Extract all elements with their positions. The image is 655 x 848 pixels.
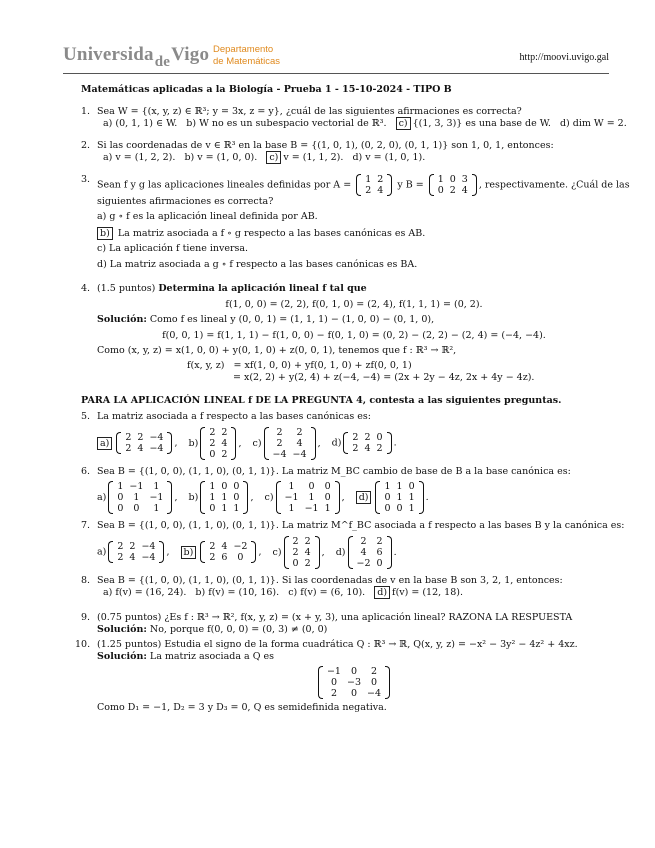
matrix-entry: 0: [324, 481, 331, 492]
matrix-entry: −4: [272, 448, 287, 460]
question-8: 8. Sea B = {(1, 0, 0), (1, 1, 0), (0, 1, 1)}. Si las coordenadas de v en la base B son 3, 2, 1, entonces: a) f(v) = (16, 24). b) f(v) = (10, 16). c) f(v) = (6, 10). d) f(v) = (12, 18).: [81, 575, 611, 600]
matrix-entry: 2: [137, 432, 144, 443]
matrix-entry: 0: [330, 676, 337, 688]
section-heading: PARA LA APLICACIÓN LINEAL f DE LA PREGUNTA 4, contesta a las siguientes preguntas.: [81, 394, 562, 406]
matrix-entry: −2: [233, 541, 248, 552]
exam-title: Matemáticas aplicadas a la Biología - Prueba 1 - 15-10-2024 - TIPO B: [81, 84, 452, 95]
matrix-entry: 1: [408, 503, 415, 514]
q2-answer-box: c): [266, 151, 281, 164]
matrix-table: [354, 536, 386, 569]
matrix-entry: 1: [221, 503, 228, 514]
question-6: 6. Sea B = {(1, 0, 0), (1, 1, 0), (0, 1, 1)}. La matriz M_BC cambio de base de B a la base canónica es: a) 1 −1 1 0 1 −1 0 0 1 , b) 1 0 0 1 1 0 0 1 1 , c) 1 0 0 −1 1 0 1 −1 1 , d) 1 1 0 0 1 1 0 0 1 .: [81, 466, 611, 515]
matrix-entry: −4: [292, 448, 307, 460]
q1-options: a) (0, 1, 1) ∈ W. b) W no es un subespacio vectorial de ℝ³. c) {(1, 3, 3)} es una base de W. d) dim W = 2.: [103, 118, 627, 129]
matrix-entry: 4: [221, 437, 228, 449]
matrix-entry: 1: [153, 481, 160, 492]
matrix-entry: 2: [209, 426, 216, 438]
matrix-table: [282, 481, 334, 514]
matrix-entry: −1: [326, 665, 341, 677]
department-name: Departamento de Matemáticas: [213, 44, 281, 67]
matrix-entry: 4: [461, 184, 468, 196]
matrix-entry: 4: [296, 437, 303, 449]
matrix-entry: 6: [221, 552, 228, 563]
matrix-entry: 4: [221, 541, 228, 552]
matrix-entry: 2: [376, 443, 383, 454]
matrix-entry: 4: [360, 546, 367, 558]
matrix-entry: 1: [396, 492, 403, 503]
q2-options: a) v = (1, 2, 2). b) v = (1, 0, 0). c) v = (1, 1, 2). d) v = (1, 0, 1).: [103, 152, 426, 163]
matrix-entry: 0: [384, 503, 391, 514]
matrix-table: [290, 536, 314, 569]
matrix-entry: 2: [360, 535, 367, 547]
matrix-entry: 2: [221, 426, 228, 438]
matrix-entry: 2: [352, 443, 359, 454]
matrix-entry: 1: [384, 481, 391, 492]
matrix-entry: 2: [209, 437, 216, 449]
matrix-entry: 4: [304, 546, 311, 558]
matrix-table: [114, 481, 166, 514]
matrix-table: [206, 541, 250, 563]
matrix-entry: 2: [364, 432, 371, 443]
q3-option-a: a) g ∘ f es la aplicación lineal definida por AB.: [97, 211, 318, 222]
matrix-table: [435, 174, 471, 196]
matrix-entry: −1: [149, 492, 164, 503]
matrix-entry: 0: [209, 503, 216, 514]
question-7: 7. Sea B = {(1, 0, 0), (1, 1, 0), (0, 1, 1)}. La matriz M^f_BC asociada a f respecto a las bases B y la canónica es: a) 2 2 −4 2 4 −4 , b) 2 4 −2 2 6 0 , c) 2 2 2 4 0 2 , d) 2 2 4 6 −2 0 .: [81, 520, 625, 569]
q8-answer-box: d): [374, 586, 390, 599]
matrix-entry: 2: [221, 448, 228, 460]
matrix-entry: 1: [365, 173, 372, 185]
matrix-entry: 2: [292, 546, 299, 558]
matrix-table: [122, 432, 166, 454]
q6-answer-box: d): [356, 491, 372, 504]
q7-answer-box: b): [181, 546, 197, 559]
matrix-entry: 0: [437, 184, 444, 196]
q1-answer-box: c): [396, 117, 411, 130]
matrix-entry: −1: [284, 492, 299, 503]
matrix-entry: 1: [209, 481, 216, 492]
q4-conditions: f(1, 0, 0) = (2, 2), f(0, 1, 0) = (2, 4), f(1, 1, 1) = (0, 2).: [225, 298, 483, 310]
q3-matrix-B: [429, 174, 477, 196]
matrix-entry: 4: [137, 443, 144, 454]
matrix-entry: 1: [209, 492, 216, 503]
q3-option-d: d) La matriz asociada a g ∘ f respecto a las bases canónicas es BA.: [97, 258, 418, 270]
question-10: 10. (1.25 puntos) Estudia el signo de la forma cuadrática Q : ℝ³ → ℝ, Q(x, y, z) = −x² − 3y² − 4z² + 4xz. Solución: La matriz asociada a Q es −1 0 2 0 −3 0 2 0 −4 Como D₁ = −1, D₂ = 3 y D₃ = 0, Q es semidefinida negativa.: [81, 639, 611, 715]
matrix-entry: 1: [288, 503, 295, 514]
matrix-table: [381, 481, 417, 514]
matrix-entry: 1: [221, 492, 228, 503]
header-url[interactable]: http://moovi.uvigo.gal: [519, 52, 609, 63]
matrix-entry: 2: [377, 173, 384, 185]
exam-body: [75, 80, 630, 714]
matrix-entry: 0: [233, 492, 240, 503]
matrix-entry: 2: [117, 541, 124, 552]
matrix-entry: 1: [308, 492, 315, 503]
matrix-entry: 2: [117, 552, 124, 563]
question-2: 2. Si las coordenadas de v ∈ ℝ³ en la base B = {(1, 0, 1), (0, 2, 0), (0, 1, 1)} son 1, 0, 1, entonces: a) v = (1, 2, 2). b) v = (1, 0, 0). c) v = (1, 1, 2). d) v = (1, 0, 1).: [81, 140, 611, 165]
matrix-entry: 0: [233, 481, 240, 492]
matrix-entry: 2: [352, 432, 359, 443]
matrix-entry: 1: [133, 492, 140, 503]
matrix-entry: 4: [364, 443, 371, 454]
matrix-table: [114, 541, 158, 563]
question-4: 4. (1.5 puntos) Determina la aplicación lineal f tal que f(1, 0, 0) = (2, 2), f(0, 1, 0) = (2, 4), f(1, 1, 1) = (0, 2). Solución: Como f es lineal y (0, 0, 1) = (1, 1, 1) − (1, 0, 0) − (0, 1, 0), f(0, 0, 1) = f(1, 1, 1) − f(1, 0, 0) − f(0, 1, 0) = (0, 2) − (2, 2) − (2, 4) = (−4, −4). Como (x, y, z) = x(1, 0, 0) + y(0, 1, 0) + z(0, 0, 1), tenemos que f : ℝ³ → ℝ², f(x, y, z) = xf(1, 0, 0) + yf(0, 1, 0) + zf(0, 0, 1) = x(2, 2) + y(2, 4) + z(−4, −4) = (2x + 2y − 4z, 2x + 4y − 4z).: [81, 283, 611, 385]
matrix-table: [349, 432, 385, 454]
matrix-entry: 0: [308, 481, 315, 492]
matrix-entry: −4: [141, 541, 156, 552]
matrix-entry: 0: [133, 503, 140, 514]
matrix-table: [324, 666, 384, 699]
matrix-entry: 2: [449, 184, 456, 196]
matrix-entry: 2: [370, 665, 378, 677]
question-1: 1. Sea W = {(x, y, z) ∈ ℝ³; y = 3x, z = y}, ¿cuál de las siguientes afirmaciones es correcta? a) (0, 1, 1) ∈ W. b) W no es un subespacio vectorial de ℝ³. c) {(1, 3, 3)} es una base de W. d) dim W = 2.: [81, 105, 627, 129]
matrix-entry: 0: [209, 448, 216, 460]
question-5: 5. La matriz asociada a f respecto a las bases canónicas es: a) 2 2 −4 2 4 −4 , b) 2 2 2 4 0 2 , c) 2 2 2 4 −4 −4 , d) 2 2 0 2 4 2 .: [81, 411, 611, 460]
q3-option-c: c) La aplicación f tiene inversa.: [97, 243, 249, 254]
matrix-entry: −1: [304, 503, 319, 514]
matrix-entry: 0: [449, 173, 456, 185]
q5-answer-box: a): [97, 437, 112, 450]
matrix-entry: 0: [376, 432, 383, 443]
matrix-entry: 6: [376, 546, 383, 558]
matrix-entry: 2: [129, 541, 136, 552]
question-3: 3. Sean f y g las aplicaciones lineales definidas por A = 1 2 2 4 y B = 1 0 3 0 2 4 , respectivamente. ¿Cuál de las siguientes afirmaciones es correcta? a) g ∘ f es la aplicación lineal definida por AB. b) La matriz asociada a f ∘ g respecto a las bases canónicas es AB. c) La aplicación f tiene inversa. d) La matriz asociada a g ∘ f respecto a las bases canónicas es BA.: [81, 173, 630, 270]
matrix-table: [206, 427, 230, 460]
matrix-entry: 0: [350, 687, 358, 699]
matrix-entry: 1: [288, 481, 295, 492]
q3-stem: Sean f y g las aplicaciones lineales definidas por A = 1 2 2 4 y B = 1 0 3 0 2 4 , respectivamente. ¿Cuál de las: [97, 173, 630, 196]
matrix-entry: 2: [365, 184, 372, 196]
page-header: [63, 38, 609, 72]
q2-stem: Si las coordenadas de v ∈ ℝ³ en la base B = {(1, 0, 1), (0, 2, 0), (0, 1, 1)} son 1, 0, 1, entonces:: [97, 139, 554, 151]
matrix-entry: 0: [384, 492, 391, 503]
matrix-entry: 0: [221, 481, 228, 492]
matrix-entry: 2: [125, 443, 132, 454]
matrix-entry: 0: [408, 481, 415, 492]
q10-matrix: [97, 666, 611, 699]
matrix-entry: 0: [396, 503, 403, 514]
matrix-entry: −4: [367, 687, 382, 699]
matrix-entry: 0: [324, 492, 331, 503]
matrix-entry: 4: [129, 552, 136, 563]
matrix-entry: 0: [117, 492, 124, 503]
university-logo: Universida$_{de}$Vigo: [63, 44, 210, 70]
matrix-entry: 0: [237, 552, 244, 563]
matrix-entry: 4: [377, 184, 384, 196]
matrix-entry: 0: [350, 665, 358, 677]
matrix-entry: 1: [233, 503, 240, 514]
q7-options: a) 2 2 −4 2 4 −4 , b) 2 4 −2 2 6 0 , c) 2 2 2 4 0 2 , d) 2 2 4 6 −2 0 .: [97, 535, 397, 569]
matrix-table: [362, 174, 386, 196]
matrix-entry: 2: [376, 535, 383, 547]
matrix-entry: 0: [292, 557, 299, 569]
q6-options: a) 1 −1 1 0 1 −1 0 0 1 , b) 1 0 0 1 1 0 0 1 1 , c) 1 0 0 −1 1 0 1 −1 1 , d) 1 1 0 0 1 1 0 0 1 .: [97, 481, 429, 514]
matrix-entry: −4: [141, 552, 156, 563]
q1-stem: Sea W = {(x, y, z) ∈ ℝ³; y = 3x, z = y}, ¿cuál de las siguientes afirmaciones es correcta?: [97, 105, 522, 117]
matrix-entry: 2: [296, 426, 303, 438]
matrix-entry: 2: [276, 426, 283, 438]
q3-matrix-A: [356, 174, 392, 196]
matrix-entry: 2: [292, 535, 299, 547]
matrix-entry: 0: [376, 557, 383, 569]
matrix-entry: 2: [276, 437, 283, 449]
q3-answer-box: b): [97, 227, 113, 240]
matrix-entry: 2: [304, 557, 311, 569]
q5-options: a) 2 2 −4 2 4 −4 , b) 2 2 2 4 0 2 , c) 2 2 2 4 −4 −4 , d) 2 2 0 2 4 2 .: [97, 427, 611, 460]
matrix-entry: 1: [396, 481, 403, 492]
matrix-entry: 0: [117, 503, 124, 514]
matrix-table: [206, 481, 242, 514]
question-9: 9. (0.75 puntos) ¿Es f : ℝ³ → ℝ², f(x, y, z) = (x + y, 3), una aplicación lineal? RAZONA LA RESPUESTA Solución: No, porque f(0, 0, 0) = (0, 3) ≠ (0, 0): [81, 611, 573, 635]
matrix-entry: −2: [356, 557, 371, 569]
matrix-entry: 2: [125, 432, 132, 443]
q3-option-b: b) La matriz asociada a f ∘ g respecto a las bases canónicas es AB.: [97, 228, 611, 241]
matrix-entry: 1: [117, 481, 124, 492]
q4-solution: Solución: Como f es lineal y (0, 0, 1) = (1, 1, 1) − (1, 0, 0) − (0, 1, 0),: [97, 314, 435, 325]
matrix-entry: 2: [330, 687, 337, 699]
matrix-table: [270, 427, 310, 460]
matrix-entry: −1: [129, 481, 144, 492]
matrix-entry: −4: [149, 443, 164, 454]
matrix-entry: 1: [324, 503, 331, 514]
matrix-entry: −3: [346, 676, 361, 688]
matrix-entry: 2: [209, 541, 216, 552]
matrix-entry: 2: [209, 552, 216, 563]
header-rule: [63, 73, 609, 74]
matrix-entry: 1: [437, 173, 444, 185]
matrix-entry: 3: [461, 173, 468, 185]
matrix-entry: 2: [304, 535, 311, 547]
matrix-entry: 0: [370, 676, 378, 688]
q8-options: a) f(v) = (16, 24). b) f(v) = (10, 16). c) f(v) = (6, 10). d) f(v) = (12, 18).: [103, 587, 463, 598]
matrix-entry: 1: [408, 492, 415, 503]
matrix-entry: −4: [149, 432, 164, 443]
matrix-entry: 1: [153, 503, 160, 514]
